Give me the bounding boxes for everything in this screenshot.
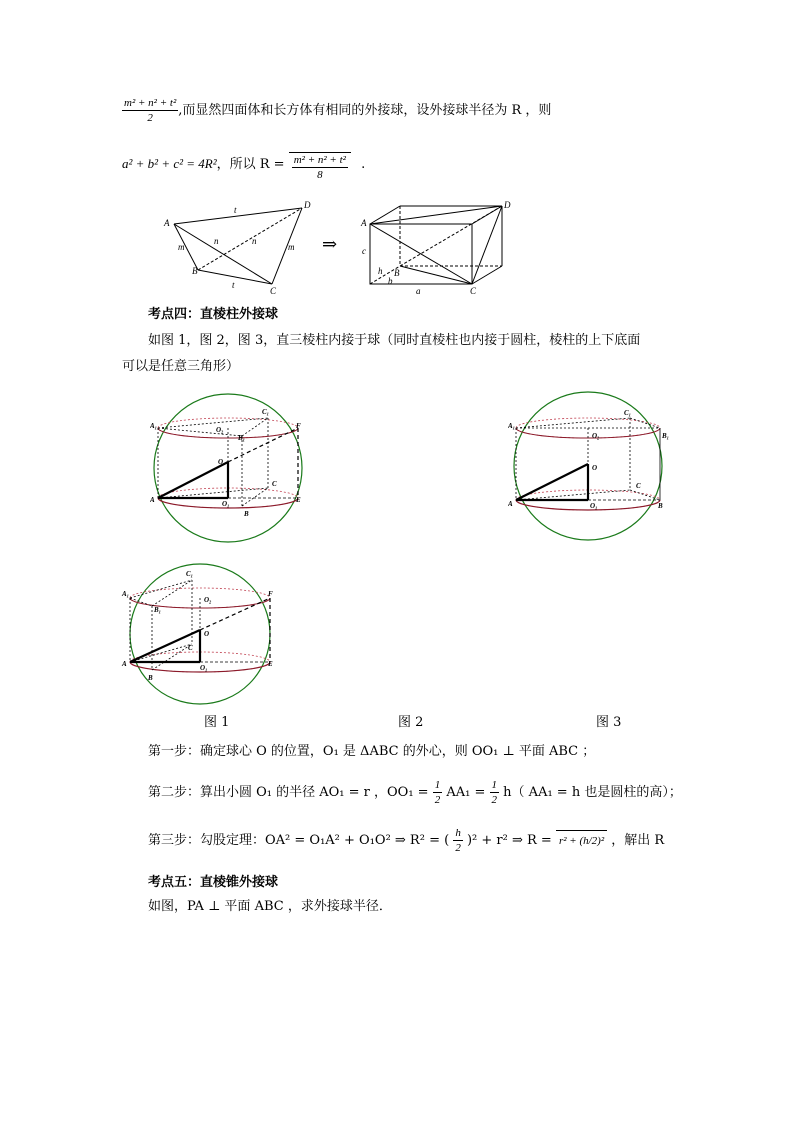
box-label-h: h	[378, 266, 383, 276]
fig3-label-o: O	[204, 630, 210, 638]
label-m-left: m	[178, 242, 185, 252]
fig1-label-o2: O₂	[216, 426, 224, 434]
sqrt-fraction	[292, 153, 348, 182]
section-5-para: 如图，PA ⊥ 平面 ABC ，求外接球半径．	[148, 899, 392, 914]
step-2-fraction-1	[433, 778, 443, 807]
equation-abc: a² + b² + c² = 4R²	[122, 156, 217, 172]
step-3-text-b: )² + r² ⇒ R =	[466, 833, 552, 848]
step-2-frac2-num: 1	[491, 779, 498, 791]
section-4-para-1: 如图 1，图 2，图 3，直三棱柱内接于球（同时直棱柱也内接于圆柱，棱柱的上下底面	[148, 333, 641, 348]
fig1-label-e: E	[296, 496, 301, 504]
implies-arrow: ⇒	[322, 234, 338, 254]
step-2-frac1-den: 2	[434, 794, 441, 806]
intro-line-2-end: .	[361, 157, 366, 173]
fig3-label-b: B	[148, 674, 153, 682]
label-a: A	[164, 218, 170, 228]
fig1-label-a1: A₁	[150, 422, 158, 430]
step-2-text-b: AA₁ =	[446, 785, 486, 800]
box-label-c-edge: c	[362, 246, 366, 256]
box-label-d: D	[504, 200, 511, 210]
fig2-label-a1: A₁	[508, 422, 516, 430]
label-t-top: t	[234, 205, 237, 215]
fig2-label-a: A	[508, 500, 513, 508]
fig1-label-o: O	[218, 458, 224, 466]
fraction-denominator: 2	[147, 112, 153, 124]
step-3-sqrt: r² + (h/2)²	[556, 830, 607, 851]
step-3-text-a: 第三步：勾股定理：OA² = O₁A² + O₁O² ⇒ R² = (	[148, 833, 450, 848]
step-3-fraction	[453, 826, 463, 855]
label-t-bottom: t	[232, 280, 235, 290]
fig3-label-a: A	[122, 660, 127, 668]
step-3	[148, 826, 664, 855]
step-2-frac1-num: 1	[434, 779, 441, 791]
figure-2-sphere-prism	[508, 388, 678, 548]
fig2-label-o2: O₂	[592, 432, 600, 440]
box-label-c-point: C	[470, 286, 477, 296]
intro-line-1-text: ,而显然四面体和长方体有相同的外接球，设外接球半径为 R ，则	[178, 103, 552, 118]
intro-line-2	[122, 150, 365, 180]
fig2-label-b: B	[658, 502, 663, 510]
fig3-label-e: E	[268, 660, 273, 668]
step-2-frac2-den: 2	[491, 794, 498, 806]
box-label-b-edge: b	[388, 276, 393, 286]
sqrt-numerator: m² + n² + t²	[293, 154, 346, 166]
section-4-heading: 考点四：直棱柱外接球	[148, 307, 279, 322]
step-3-text-c: ，解出 R	[611, 833, 665, 848]
step-2-text-c: h（ AA₁ = h 也是圆柱的高）；	[503, 785, 682, 800]
figure-1-sphere-prism	[150, 390, 310, 550]
fig3-label-f: F	[268, 590, 273, 598]
label-m-right: m	[288, 242, 295, 252]
fig1-label-b1: B₁	[238, 434, 246, 442]
section-4-para-2: 可以是任意三角形）	[122, 359, 240, 374]
figure-3-sphere-prism	[120, 562, 280, 712]
box-label-a-edge: a	[416, 286, 421, 296]
sqrt-denominator: 8	[317, 169, 323, 181]
fig3-label-c1: C₁	[186, 570, 194, 578]
step-2	[148, 778, 682, 807]
fig2-label-o: O	[592, 464, 598, 472]
fig1-label-a: A	[150, 496, 155, 504]
fig3-label-c: C	[188, 644, 193, 652]
fig1-label-b: B	[244, 510, 249, 518]
fraction-numerator: m² + n² + t²	[124, 97, 177, 109]
sqrt-expression	[289, 152, 351, 182]
fig2-label-b1: B₁	[662, 432, 670, 440]
caption-figure-1: 图 1	[204, 715, 230, 730]
fig1-label-o1: O₁	[222, 500, 230, 508]
intro-line-1	[122, 96, 551, 125]
label-c: C	[270, 286, 277, 296]
step-3-frac-den: 2	[455, 842, 461, 854]
label-n-left: n	[214, 236, 219, 246]
tetrahedron-to-box-figure	[150, 192, 530, 296]
fig2-label-o1: O₁	[590, 502, 598, 510]
caption-figure-3: 图 3	[596, 715, 622, 730]
step-1: 第一步：确定球心 O 的位置，O₁ 是 ΔABC 的外心，则 OO₁ ⊥ 平面 ABC ；	[148, 744, 596, 759]
box-label-b-point: B	[394, 268, 400, 278]
fig1-label-c1: C₁	[262, 408, 270, 416]
box-label-a: A	[361, 218, 367, 228]
fig1-label-f: F	[296, 422, 301, 430]
label-d: D	[304, 200, 311, 210]
fig3-label-a1: A₁	[122, 590, 130, 598]
step-2-fraction-2	[490, 778, 500, 807]
step-2-text-a: 第二步：算出小圆 O₁ 的半径 AO₁ = r ，OO₁ =	[148, 785, 429, 800]
caption-figure-2: 图 2	[398, 715, 424, 730]
intro-line-2-mid: ，所以 R =	[216, 157, 285, 173]
fig3-label-o1: O₁	[200, 664, 208, 672]
label-b: B	[192, 266, 198, 276]
step-3-frac-num: h	[455, 827, 461, 839]
fig2-label-c: C	[636, 482, 641, 490]
fraction-m-n-t-over-2	[122, 96, 178, 125]
fig1-label-c: C	[272, 480, 277, 488]
fig3-label-b1: B₁	[154, 606, 162, 614]
label-n-right: n	[252, 236, 257, 246]
fig2-label-c1: C₁	[624, 409, 632, 417]
fig3-label-o2: O₂	[204, 596, 212, 604]
section-5-heading: 考点五：直棱锥外接球	[148, 875, 279, 890]
